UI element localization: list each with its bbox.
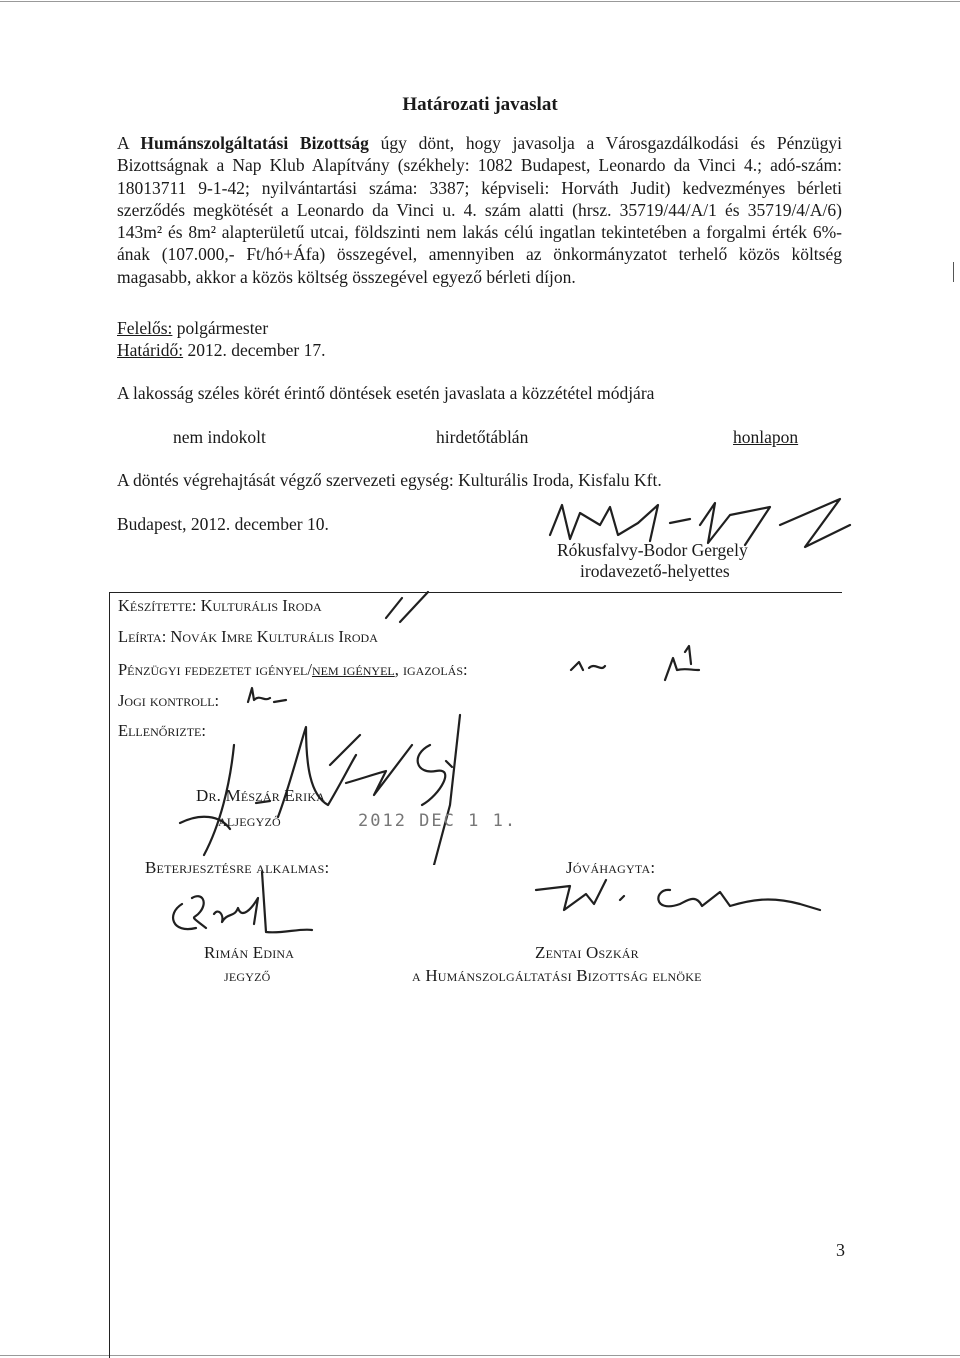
checked-label: Ellenőrizte:: [118, 721, 206, 740]
approver-role: a Humánszolgáltatási Bizottság elnöke: [412, 966, 702, 985]
intro-prefix: A: [117, 133, 141, 153]
page-title: Határozati javaslat: [402, 94, 558, 115]
checker-name: Dr. Mészár Erika: [196, 786, 326, 805]
resolution-text: úgy dönt, hogy javasolja a Városgazdálkodási és Pénzügyi Bizottságnak a Nap Klub Alapítvány (székhely: 1082 Budapest, Leonardo da Vinci 4.; adó-szám: 18013711 9-1-42; nyilvántartási száma: 3387; képviseli: Horváth Judit) kedvezményes bérleti szerződés megkötését a Leonardo da Vinci u. 4. szám alatti (hrsz. 35719/44/A/1 és 35719/4/A/6) 143m² és 8m² alapterületű utcai, földszinti nem lakás célú ingatlan tekintetében a forgalmi érték 6%-ának (107.000,- Ft/hó+Áfa) összegével, amennyiben az önkormányzatot terhelő közös költség magasabb, akkor a közös költség összegével egyező bérleti díjon.: [117, 133, 842, 287]
written-by: Leírta: Novák Imre Kulturális Iroda: [118, 627, 378, 646]
publication-option-not-needed: nem indokolt: [173, 427, 266, 447]
top-scan-line: [0, 1, 960, 2]
deadline-value: 2012. december 17.: [183, 340, 326, 360]
publication-question: A lakosság széles körét érintő döntések esetén javaslata a közzététel módjára: [117, 383, 655, 403]
executor-line: A döntés végrehajtását végző szervezeti egység: Kulturális Iroda, Kisfalu Kft.: [117, 470, 662, 490]
approval-box-left-border: [109, 592, 110, 1358]
finance-prefix: Pénzügyi fedezetet igényel/: [118, 660, 312, 679]
approval-box-top-border: [109, 592, 842, 593]
prepared-by: Készítette: Kulturális Iroda: [118, 596, 322, 615]
checker-role: aljegyző: [218, 811, 281, 830]
deadline-label: Határidő:: [117, 340, 184, 360]
publication-option-noticeboard: hirdetőtáblán: [436, 427, 529, 447]
signature-meszar: [160, 705, 500, 865]
signature-riman: [162, 868, 322, 943]
submit-label: Beterjesztésre alkalmas:: [145, 858, 330, 877]
finance-suffix: , igazolás:: [394, 660, 468, 679]
initials-finance: [565, 640, 715, 690]
place-date: Budapest, 2012. december 10.: [117, 514, 329, 534]
approve-label: Jóváhagyta:: [566, 858, 656, 877]
page-number: 3: [836, 1240, 845, 1260]
responsible-label: Felelős:: [117, 318, 173, 338]
legal-control: Jogi kontroll:: [118, 691, 220, 710]
initials-prepared: [380, 588, 440, 628]
resolution-paragraph: [117, 132, 842, 288]
publication-option-website: honlapon: [733, 427, 799, 447]
finance-line: [118, 660, 468, 680]
deadline-line: [117, 340, 325, 361]
received-stamp: 2012 DEC 1 1.: [358, 811, 518, 831]
signer1-role: irodavezető-helyettes: [580, 561, 730, 581]
bottom-scan-line: [0, 1355, 960, 1356]
responsible-line: [117, 318, 268, 339]
submitter-name: Rimán Edina: [204, 943, 295, 962]
submitter-role: jegyző: [224, 966, 271, 985]
signer1-name: Rókusfalvy-Bodor Gergely: [557, 540, 748, 560]
finance-option: nem igényel: [311, 660, 395, 679]
right-scan-edge: [953, 262, 954, 282]
responsible-value: polgármester: [172, 318, 269, 338]
signature-zentai: [530, 870, 830, 930]
approver-name: Zentai Oszkár: [535, 943, 639, 962]
committee-name: Humánszolgáltatási Bizottság: [140, 133, 369, 153]
